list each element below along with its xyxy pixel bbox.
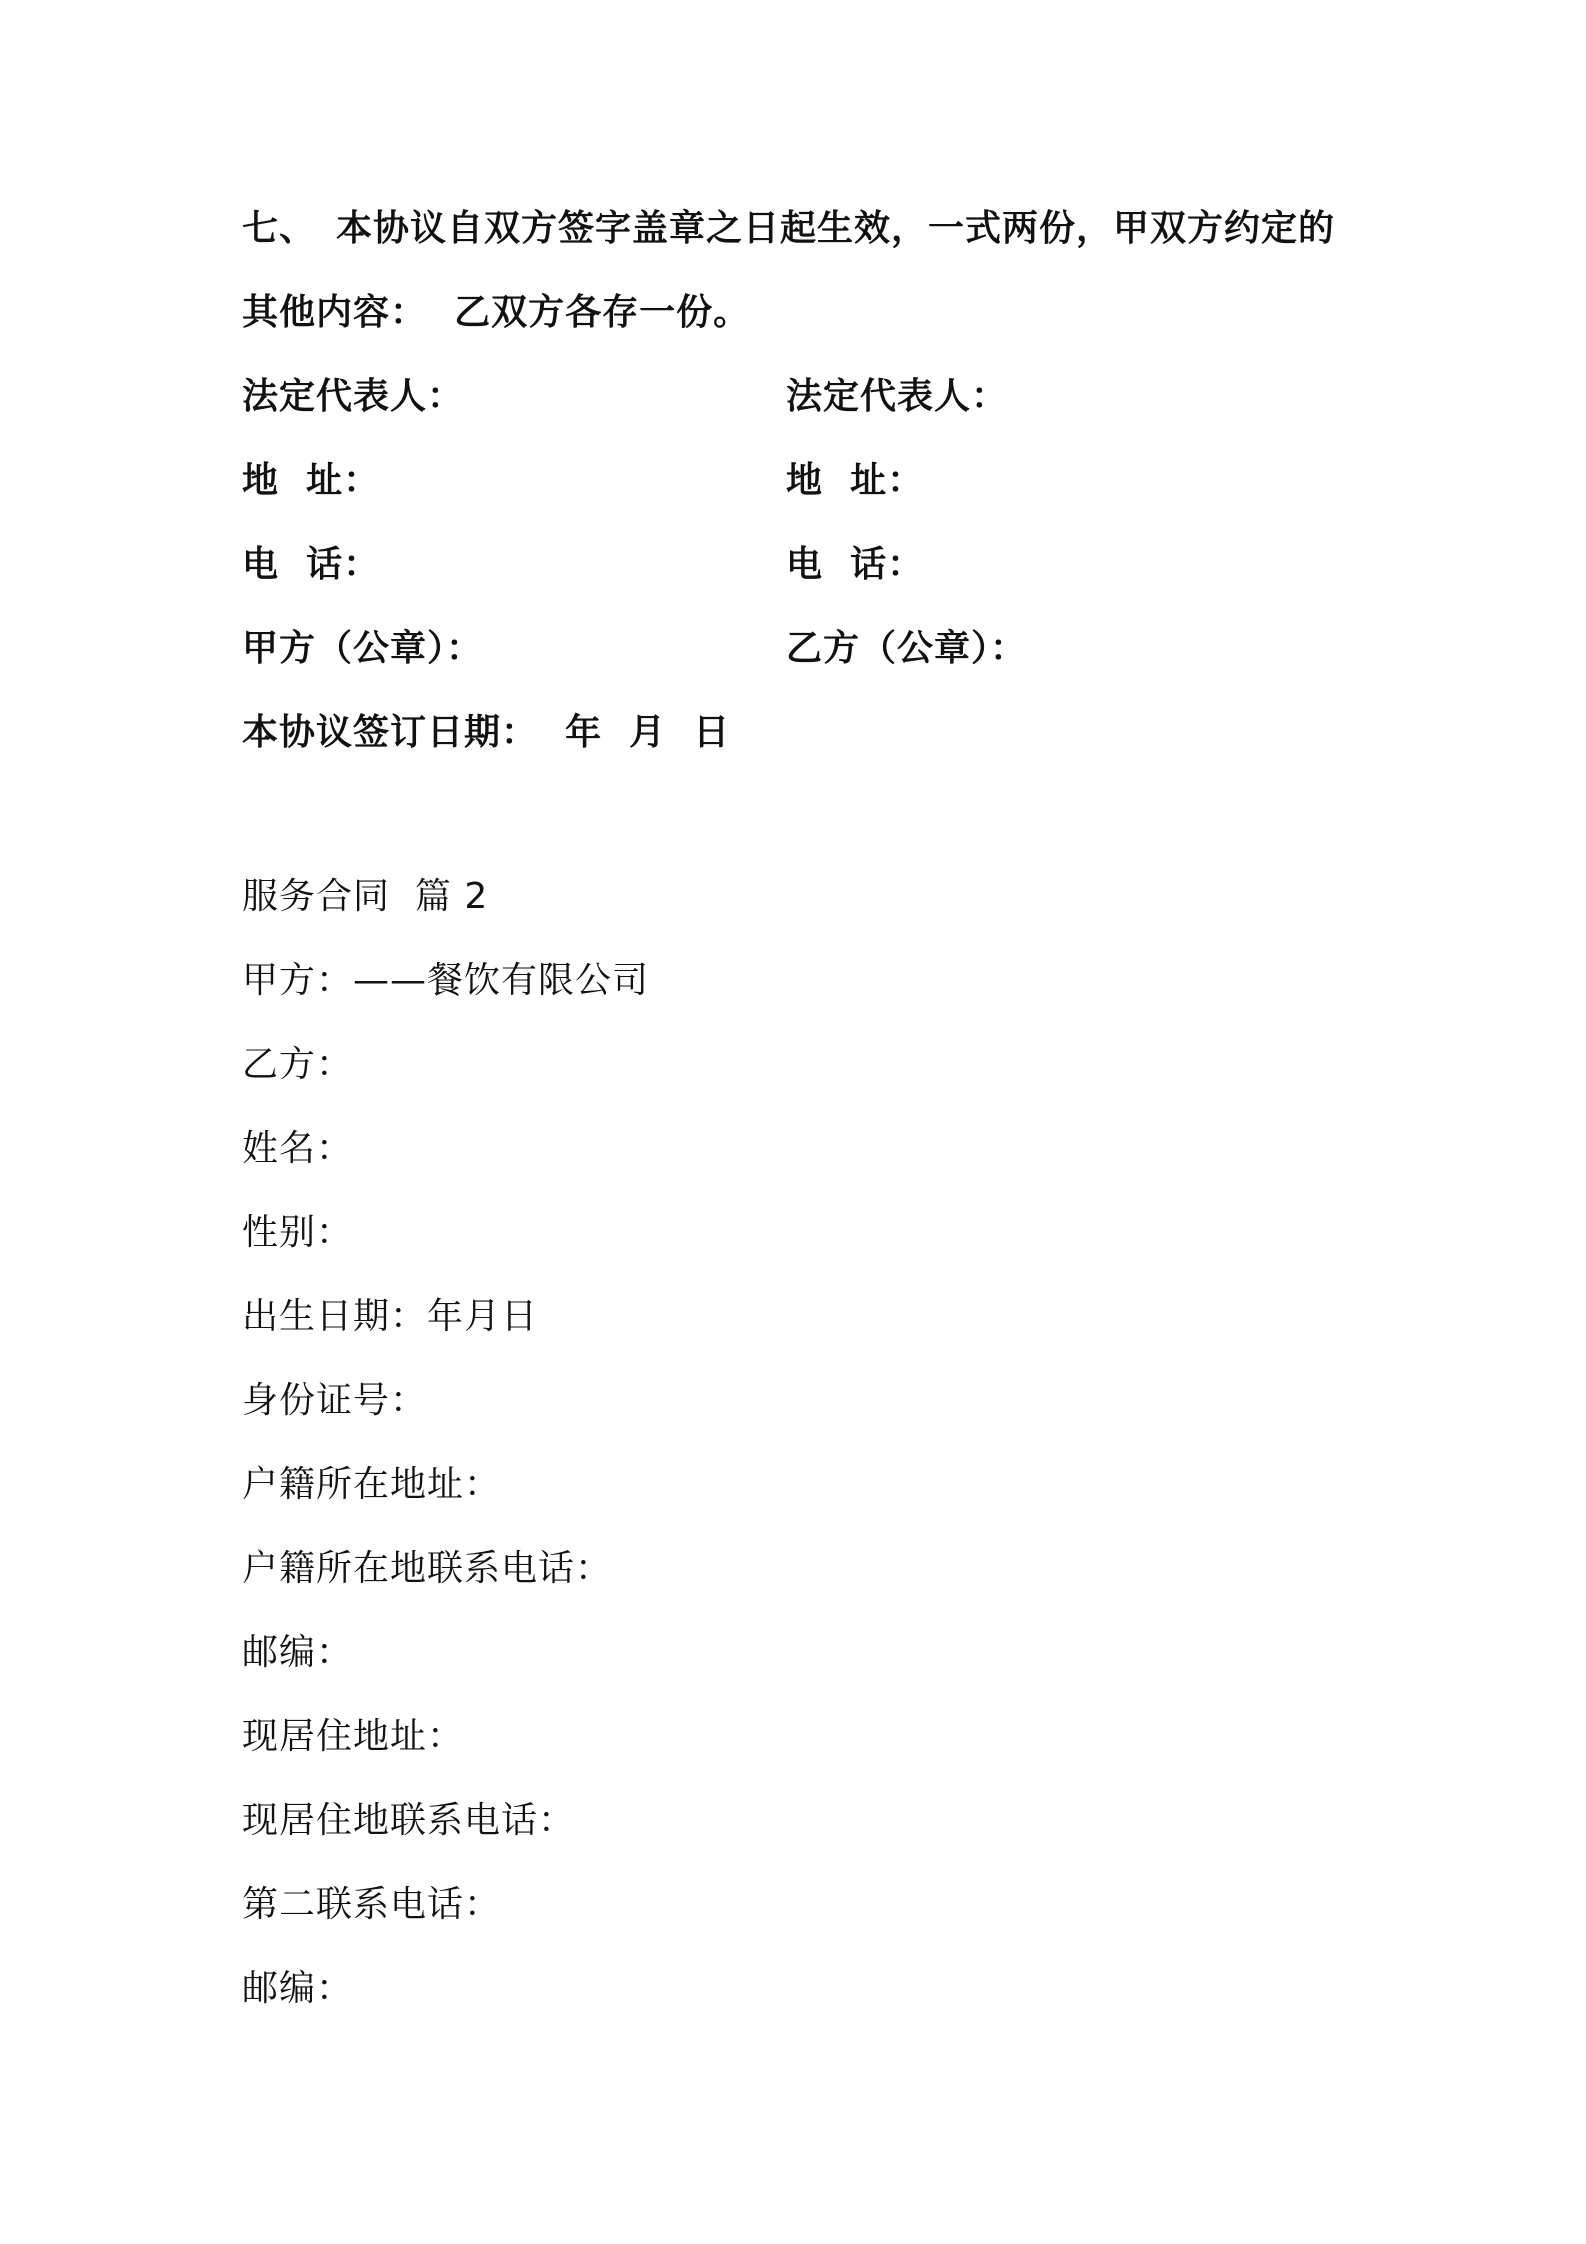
party-a-label: 甲方：——餐饮有限公司 bbox=[242, 960, 650, 1001]
left-seal-label: 甲方（公章）： bbox=[242, 628, 484, 669]
clause-7-line-2: 其他内容： 乙双方各存一份。 bbox=[242, 292, 751, 333]
left-legal-rep-label: 法定代表人： bbox=[242, 376, 465, 417]
party-b-label: 乙方： bbox=[242, 1044, 354, 1085]
id-number-field-label: 身份证号： bbox=[242, 1380, 428, 1421]
clause-7-number: 七、 bbox=[242, 208, 317, 249]
gender-field-label: 性别： bbox=[242, 1212, 354, 1253]
birth-date-field-label: 出生日期：年月日 bbox=[242, 1296, 539, 1337]
right-address-label: 地 址： bbox=[786, 460, 925, 501]
right-legal-rep-label: 法定代表人： bbox=[786, 376, 1009, 417]
right-phone-label: 电 话： bbox=[786, 544, 925, 585]
right-seal-label: 乙方（公章）： bbox=[786, 628, 1028, 669]
left-address-label: 地 址： bbox=[242, 460, 381, 501]
household-address-field-label: 户籍所在地址： bbox=[242, 1464, 502, 1505]
contract-2-title: 服务合同 篇 2 bbox=[242, 876, 489, 917]
current-address-field-label: 现居住地址： bbox=[242, 1716, 465, 1757]
postcode-field-label: 邮编： bbox=[242, 1632, 354, 1673]
clause-7-line-1: 本协议自双方签字盖章之日起生效，一式两份，甲双方约定的 bbox=[336, 208, 1336, 249]
sign-date-label: 本协议签订日期： 年 月 日 bbox=[242, 712, 731, 753]
postcode-2-field-label: 邮编： bbox=[242, 1968, 354, 2009]
second-phone-field-label: 第二联系电话： bbox=[242, 1884, 502, 1925]
household-phone-field-label: 户籍所在地联系电话： bbox=[242, 1548, 613, 1589]
left-phone-label: 电 话： bbox=[242, 544, 381, 585]
name-field-label: 姓名： bbox=[242, 1128, 354, 1169]
current-phone-field-label: 现居住地联系电话： bbox=[242, 1800, 576, 1841]
